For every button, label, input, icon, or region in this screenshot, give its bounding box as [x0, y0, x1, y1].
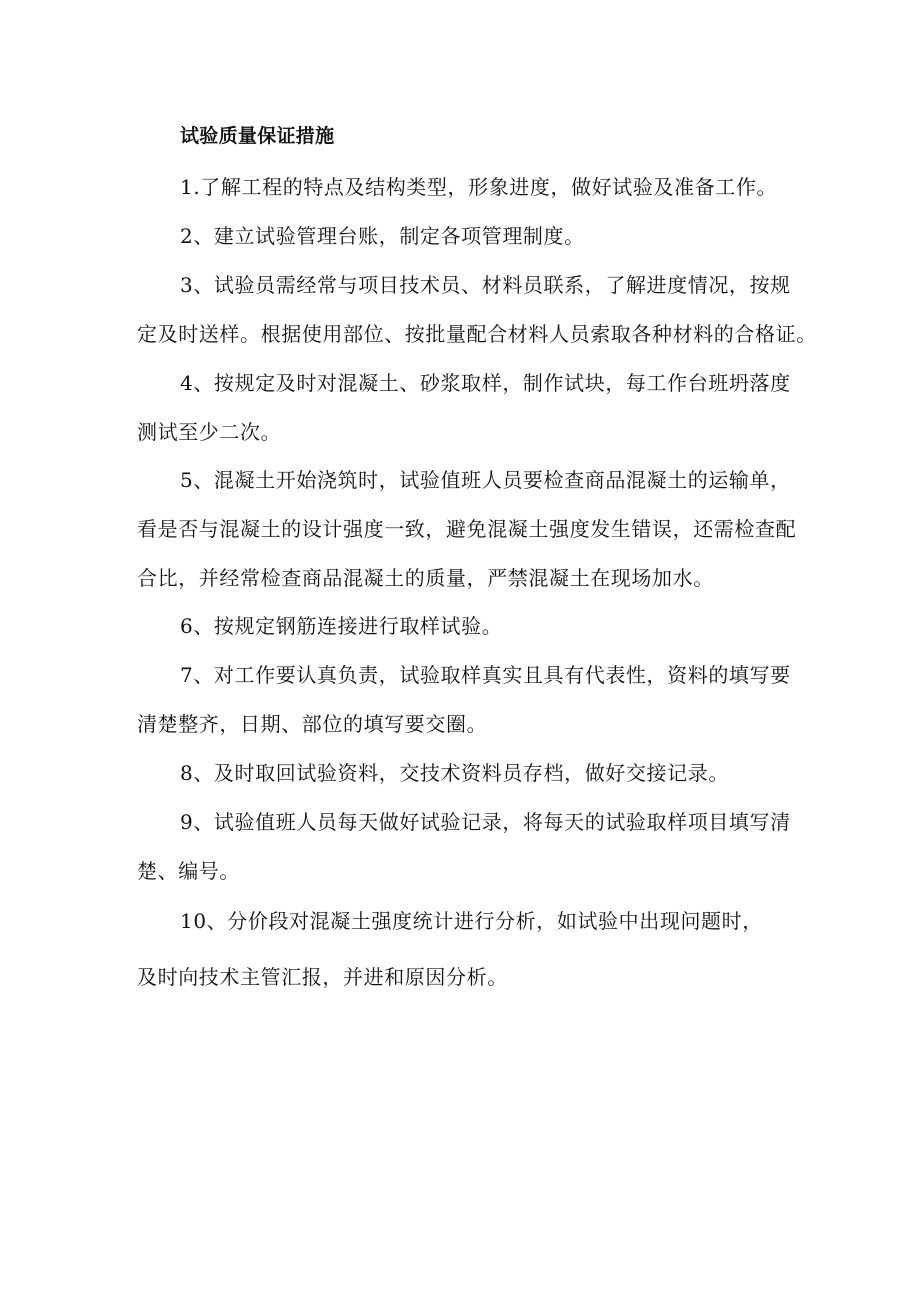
item-4-text: 、按规定及时对混凝土、砂浆取样，制作试块，每工作台班坍落度	[193, 371, 791, 395]
item-2-line-1	[180, 222, 585, 250]
item-10-line-2: 及时向技术主管汇报，并进和原因分析。	[137, 965, 508, 989]
item-4-number: 4	[180, 371, 194, 395]
item-1-text: 了解工程的特点及结构类型，形象进度，做好试验及准备工作。	[200, 175, 778, 199]
item-10-number: 10	[180, 909, 207, 933]
item-8-line-1	[180, 759, 729, 787]
item-4-line-1	[180, 369, 791, 397]
document-title: 试验质量保证措施	[180, 125, 335, 147]
item-3-line-1	[180, 271, 791, 299]
item-8-number: 8	[180, 761, 194, 785]
item-9-text: 、试验值班人员每天做好试验记录，将每天的试验取样项目填写清	[193, 810, 791, 834]
item-10-line-1	[180, 907, 763, 935]
item-9-line-2: 楚、编号。	[137, 859, 240, 883]
item-6-text: 、按规定钢筋连接进行取样试验。	[193, 614, 503, 638]
item-7-line-1	[180, 661, 791, 689]
item-5-line-2: 看是否与混凝土的设计强度一致，避免混凝土强度发生错误，还需检查配	[137, 517, 797, 541]
item-8-text: 、及时取回试验资料，交技术资料员存档，做好交接记录。	[193, 761, 729, 785]
item-5-text: 、混凝土开始浇筑时，试验值班人员要检查商品混凝土的运输单，	[193, 468, 791, 492]
item-3-text: 、试验员需经常与项目技术员、材料员联系，了解进度情况，按规	[193, 273, 791, 297]
item-10-text: 、分价段对混凝土强度统计进行分析，如试验中出现问题时，	[206, 909, 763, 933]
item-2-text: 、建立试验管理台账，制定各项管理制度。	[193, 224, 585, 248]
item-3-number: 3	[180, 273, 194, 297]
item-7-line-2: 清楚整齐，日期、部位的填写要交圈。	[137, 712, 488, 736]
item-1-line-1	[180, 173, 777, 201]
item-3-line-2: 定及时送样。根据使用部位、按批量配合材料人员索取各种材料的合格证。	[137, 322, 817, 346]
item-5-number: 5	[180, 468, 194, 492]
item-7-number: 7	[180, 663, 194, 687]
item-6-line-1	[180, 612, 502, 640]
item-6-number: 6	[180, 614, 194, 638]
item-4-line-2: 测试至少二次。	[137, 420, 282, 444]
item-1-number: 1.	[180, 175, 201, 199]
item-2-number: 2	[180, 224, 194, 248]
item-9-number: 9	[180, 810, 194, 834]
item-9-line-1	[180, 808, 791, 836]
item-5-line-3: 合比，并经常检查商品混凝土的质量，严禁混凝土在现场加水。	[137, 566, 714, 590]
item-5-line-1	[180, 466, 791, 494]
item-7-text: 、对工作要认真负责，试验取样真实且具有代表性，资料的填写要	[193, 663, 791, 687]
